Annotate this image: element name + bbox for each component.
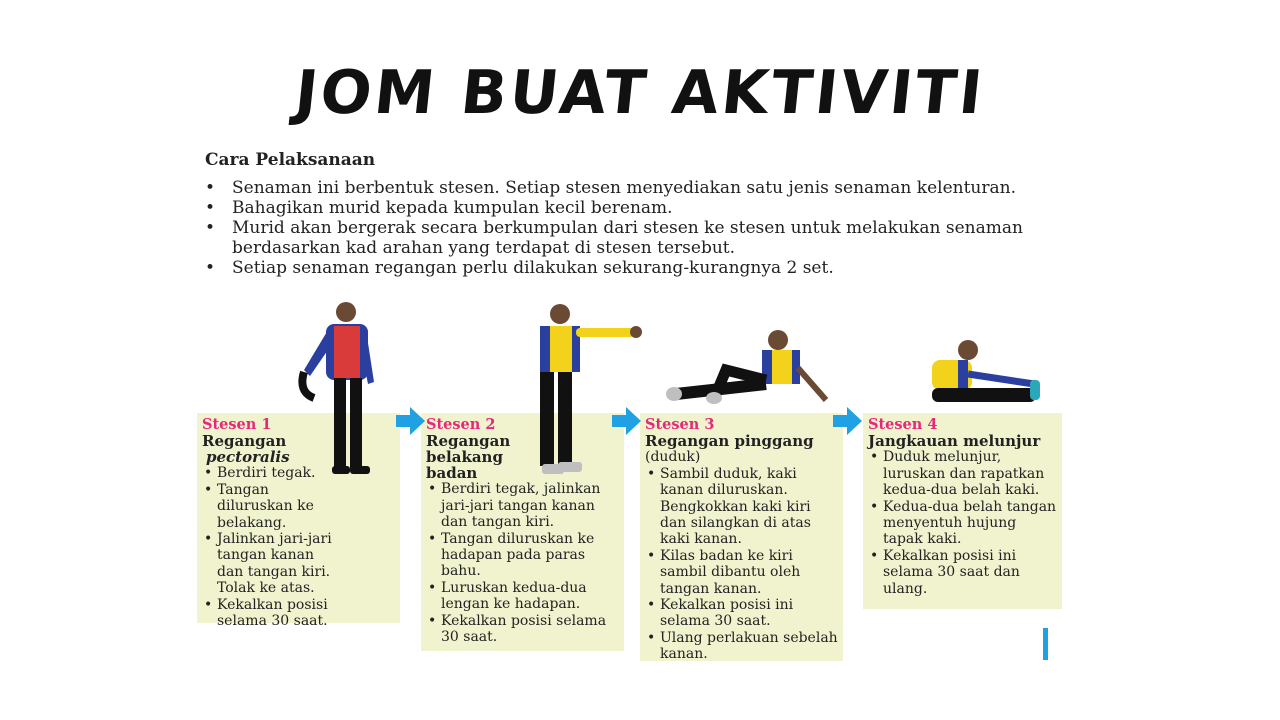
station-3-card [640,413,843,661]
section-heading: Cara Pelaksanaan [205,150,376,170]
page-title: JOM BUAT AKTIVITI [291,58,989,128]
station-name-italic: pectoralis [206,448,290,467]
station-step: • Tangan diluruskan ke belakang. [202,482,342,531]
station-step: • Berdiri tegak. [202,465,342,481]
station-step: • Luruskan kedua-dua lengan ke hadapan. [426,580,619,613]
station-2-figure [532,302,642,480]
station-1-figure [296,300,380,482]
station-subtitle: (duduk) [645,449,701,466]
instruction-item: • Setiap senaman regangan perlu dilakukan sekurang-kurangnya 2 set. [205,258,1035,278]
station-step: • Kekalkan posisi selama 30 saat. [426,613,619,646]
station-label: Stesen 4 [868,416,938,433]
instruction-item: • Bahagikan murid kepada kumpulan kecil berenam. [205,198,1035,218]
station-4-card [863,413,1062,609]
station-4-figure [928,338,1044,408]
station-name: Jangkauan melunjur [868,432,1041,451]
station-step: • Duduk melunjur, luruskan dan rapatkan kedua-dua belah kaki. [868,449,1057,498]
instruction-item: • Senaman ini berbentuk stesen. Setiap stesen menyediakan satu jenis senaman kelenturan. [205,178,1035,198]
station-step: • Jalinkan jari-jari tangan kanan dan tangan kiri. Tolak ke atas. [202,531,342,597]
station-step: • Kilas badan ke kiri sambil dibantu oleh tangan kanan. [645,548,838,597]
instruction-item: • Murid akan bergerak secara berkumpulan dari stesen ke stesen untuk melakukan senaman berdasarkan kad arahan yang terdapat di stesen tersebut. [205,218,1035,258]
station-steps [426,481,619,645]
station-steps [202,465,342,629]
station-3-figure [666,328,836,408]
station-label: Stesen 2 [426,416,496,433]
station-step: • Berdiri tegak, jalinkan jari-jari tangan kanan dan tangan kiri. [426,481,619,530]
blue-marker-bar [1043,628,1048,660]
station-label: Stesen 3 [645,416,715,433]
arrow-right-icon [396,407,426,435]
station-steps [868,449,1057,597]
station-steps [645,466,838,663]
station-step: • Sambil duduk, kaki kanan diluruskan. Bengkokkan kaki kiri dan silangkan di atas kaki kanan. [645,466,838,548]
station-name: Regangan [202,432,287,451]
station-label: Stesen 1 [202,416,272,433]
station-step: • Ulang perlakuan sebelah kanan. [645,630,838,663]
arrow-right-icon [833,407,863,435]
station-name: Regangan belakang badan [426,432,511,483]
instruction-list [205,178,1035,278]
station-step: • Kekalkan posisi ini selama 30 saat. [645,597,838,630]
station-step: • Kedua-dua belah tangan menyentuh hujung tapak kaki. [868,499,1057,548]
station-name: Regangan pinggang [645,432,814,451]
station-step: • Kekalkan posisi ini selama 30 saat dan ulang. [868,548,1057,597]
station-step: • Kekalkan posisi selama 30 saat. [202,597,342,630]
station-step: • Tangan diluruskan ke hadapan pada paras bahu. [426,531,619,580]
